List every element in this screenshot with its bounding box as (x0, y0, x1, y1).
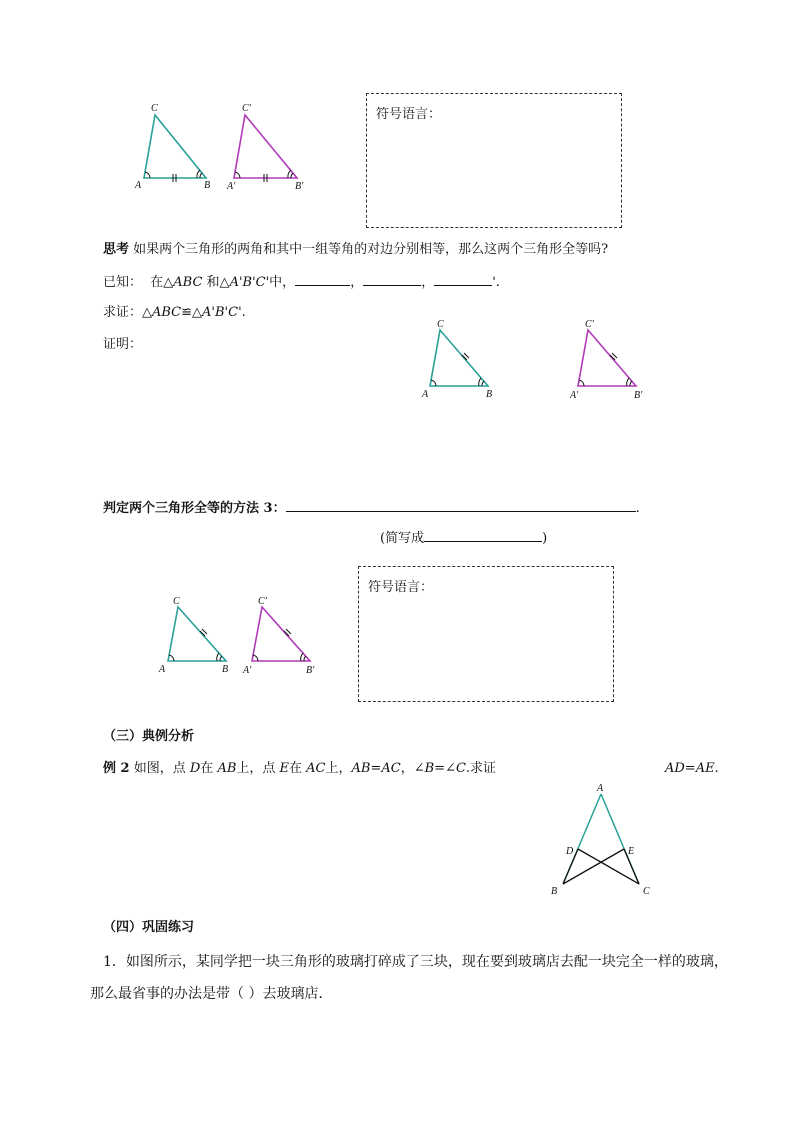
label-D: D (566, 846, 574, 857)
example2-line: 例 2 如图，点 D在 AB上，点 E在 AC上，AB=AC，∠B=∠C.求证 (103, 761, 497, 776)
known-line: 已知： 在△ABC 和△A'B'C'中， ， ， '. (103, 275, 500, 290)
triangle-a1b1c1-fig1 (225, 100, 320, 195)
abbr-blank[interactable] (424, 529, 542, 542)
triangle-abc-fig3 (156, 594, 246, 679)
example2-figure (545, 782, 660, 900)
triangle-a1b1c1-fig3 (240, 594, 330, 679)
known-blank-3[interactable] (434, 273, 492, 286)
triangle-a1b1c1-fig2 (566, 316, 656, 406)
prove-line: 求证：△ABC≌△A'B'C'. (103, 305, 246, 320)
symbol-language-box-2[interactable] (358, 566, 614, 702)
label-C1: C' (242, 103, 251, 114)
label-C1: C' (258, 596, 267, 607)
known-blank-2[interactable] (363, 273, 421, 286)
label-C: C (173, 596, 180, 607)
triangle-abc-fig2 (418, 316, 508, 406)
label-B: B (486, 389, 493, 400)
triangle-abc-fig1 (130, 100, 220, 195)
label-B: B (551, 886, 558, 897)
symbol-language-label-1: 符号语言： (376, 107, 442, 122)
label-B1: B' (295, 181, 304, 192)
think-line (103, 242, 608, 258)
label-A: A (422, 389, 429, 400)
label-E: E (628, 846, 635, 857)
label-C: C (437, 319, 444, 330)
known-blank-1[interactable] (295, 273, 350, 286)
section4-heading: （四）巩固练习 (103, 920, 195, 935)
label-C: C (643, 886, 650, 897)
example2-goal: AD=AE. (665, 761, 719, 776)
label-A1: A' (570, 390, 579, 401)
think-tag: 思考 (103, 242, 130, 257)
label-C: C (151, 103, 158, 114)
label-B: B (204, 180, 211, 191)
exercise1-line2: 那么最省事的办法是带（ ）去玻璃店． (90, 986, 333, 1002)
method3-line: 判定两个三角形全等的方法 3： . (103, 501, 640, 516)
think-text: 如果两个三角形的两角和其中一组等角的对边分别相等，那么这两个三角形全等吗? (133, 242, 609, 257)
label-A: A (159, 664, 166, 675)
abbr-line: (简写成 ) (380, 531, 548, 546)
section3-heading: （三）典例分析 (103, 729, 195, 744)
label-A1: A' (243, 665, 252, 676)
symbol-language-box-1[interactable] (366, 93, 622, 228)
label-A1: A' (227, 181, 236, 192)
symbol-language-label-2: 符号语言： (368, 580, 434, 595)
label-B1: B' (634, 390, 643, 401)
method3-blank[interactable] (286, 499, 636, 512)
exercise1-line1: 1．如图所示，某同学把一块三角形的玻璃打碎成了三块，现在要到玻璃店去配一块完全一样的玻璃， (103, 954, 728, 970)
label-A: A (135, 180, 142, 191)
label-B1: B' (306, 665, 315, 676)
label-C1: C' (585, 319, 594, 330)
proof-label: 证明： (103, 337, 143, 352)
label-A: A (597, 783, 604, 794)
label-B: B (222, 664, 229, 675)
method3-label: 判定两个三角形全等的方法 3： (103, 501, 286, 516)
